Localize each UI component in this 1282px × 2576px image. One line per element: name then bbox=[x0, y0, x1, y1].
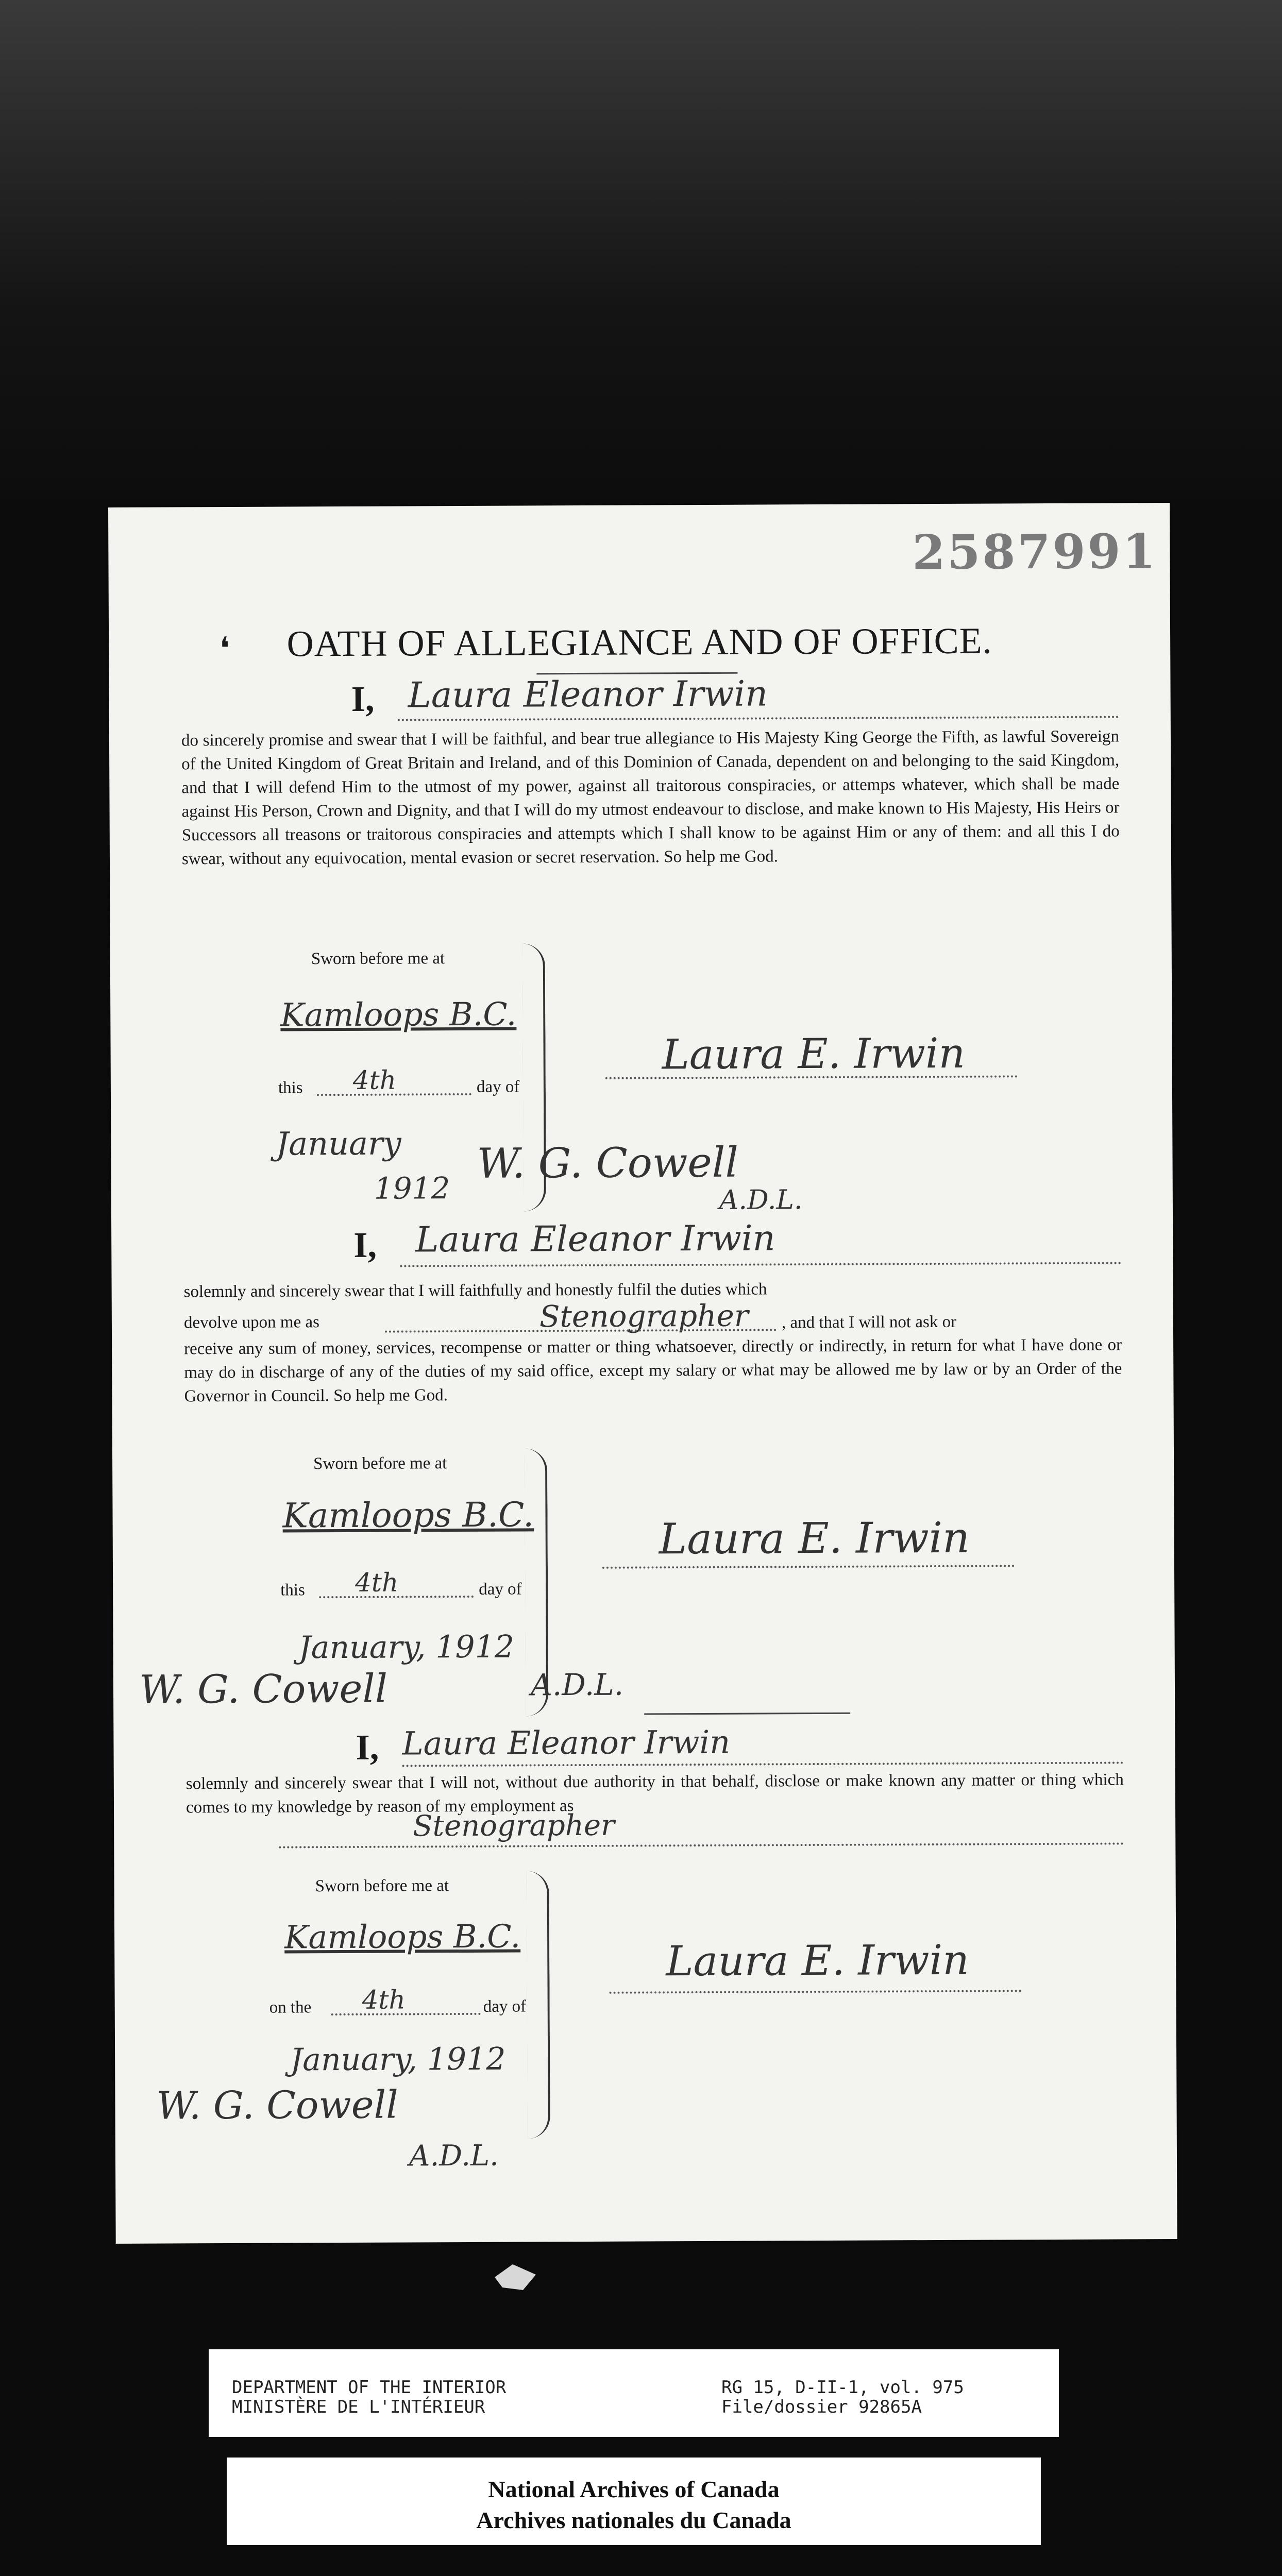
office-signature: Laura E. Irwin bbox=[659, 1513, 970, 1564]
archives-name-en: National Archives of Canada bbox=[488, 2476, 780, 2502]
department-fr: MINISTÈRE DE L'INTÉRIEUR bbox=[232, 2397, 485, 2417]
oath-document bbox=[108, 503, 1177, 2244]
office-name-line bbox=[400, 1260, 1121, 1267]
office-signature-line bbox=[602, 1565, 1015, 1568]
office-dayof-label: day of bbox=[479, 1580, 522, 1599]
document-title: OATH OF ALLEGIANCE AND OF OFFICE. bbox=[286, 620, 992, 665]
secrecy-sworn-label: Sworn before me at bbox=[315, 1876, 449, 1896]
secrecy-witness-title: A.D.L. bbox=[409, 2139, 499, 2173]
secrecy-text: solemnly and sincerely swear that I will not, without due authority in that behalf, disclose or make known any matter or thing which comes to my knowledge by reason of my employment as bbox=[185, 1770, 1124, 1817]
allegiance-day: 4th bbox=[352, 1065, 397, 1095]
allegiance-name: Laura Eleanor Irwin bbox=[408, 673, 768, 716]
reference-line-1: RG 15, D-II-1, vol. 975 bbox=[721, 2377, 964, 2398]
allegiance-month: January bbox=[276, 1124, 401, 1163]
office-text-2a: , and that I will not ask or bbox=[781, 1312, 957, 1332]
allegiance-pronoun: I, bbox=[351, 679, 375, 719]
allegiance-this-label: this bbox=[278, 1078, 303, 1097]
secrecy-signature: Laura E. Irwin bbox=[666, 1936, 969, 1986]
secrecy-dayof-label: day of bbox=[483, 1997, 527, 2016]
secrecy-day: 4th bbox=[362, 1985, 406, 2015]
department-en: DEPARTMENT OF THE INTERIOR bbox=[232, 2377, 507, 2398]
office-witness: W. G. Cowell bbox=[139, 1665, 388, 1713]
allegiance-dayof-label: day of bbox=[476, 1077, 520, 1096]
office-pronoun: I, bbox=[353, 1225, 377, 1265]
section-rule bbox=[644, 1713, 850, 1715]
allegiance-day-line bbox=[317, 1093, 471, 1096]
office-witness-title: A.D.L. bbox=[530, 1667, 624, 1703]
allegiance-year: 1912 bbox=[374, 1171, 450, 1206]
secrecy-onthe-label: on the bbox=[269, 1998, 312, 2017]
office-position: Stenographer bbox=[539, 1298, 749, 1334]
office-text-1: solemnly and sincerely swear that I will faithfully and honestly fulfil the duties which bbox=[183, 1280, 767, 1301]
stamp-number: 2587991 bbox=[912, 523, 1158, 581]
archive-reference-label bbox=[209, 2349, 1059, 2437]
allegiance-signature: Laura E. Irwin bbox=[662, 1029, 966, 1079]
secrecy-day-line bbox=[331, 2013, 481, 2015]
secrecy-witness: W. G. Cowell bbox=[156, 2082, 399, 2128]
secrecy-brace bbox=[527, 1871, 550, 2139]
scan-background bbox=[0, 0, 1282, 515]
tape-fragment bbox=[492, 2262, 538, 2293]
reference-line-2: File/dossier 92865A bbox=[721, 2397, 922, 2417]
secrecy-pronoun: I, bbox=[356, 1727, 379, 1768]
office-date: January, 1912 bbox=[298, 1629, 515, 1666]
office-place: Kamloops B.C. bbox=[282, 1495, 534, 1536]
office-devolve-label: devolve upon me as bbox=[183, 1313, 320, 1332]
national-archives-label bbox=[227, 2458, 1041, 2545]
office-day-line bbox=[319, 1596, 474, 1598]
office-this-label: this bbox=[280, 1581, 305, 1600]
office-sworn-label: Sworn before me at bbox=[313, 1454, 447, 1473]
allegiance-witness-title: A.D.L. bbox=[719, 1184, 803, 1216]
punch-mark: ❛ bbox=[220, 631, 230, 666]
office-text-2: receive any sum of money, services, recompense or matter or thing whatsoever, directly or indirectly, in return for what I have done or may do in discharge of any of the duties of my said office, except my salary or what may be allowed me by law or by an Order of the Governor in Council. So help me God. bbox=[184, 1335, 1122, 1406]
archives-name-fr: Archives nationales du Canada bbox=[476, 2507, 791, 2533]
office-day: 4th bbox=[355, 1567, 399, 1598]
allegiance-place: Kamloops B.C. bbox=[280, 995, 517, 1034]
allegiance-text: do sincerely promise and swear that I will be faithful, and bear true allegiance to His Majesty King George the Fifth, as lawful Sovereign of the United Kingdom of Great Britain and Ireland, and of this Dominion of Canada, dependent on and belonging to the said Kingdom, and that I will defend Him to the utmost of my power, against all traitorous conspiracies, or attemps whatever, which shall be made against His Person, Crown and Dignity, and that I will do my utmost endeavour to disclose, and make known to His Majesty, His Heirs or Successors all treasons or traitorous conspiracies and attempts which I shall know to be against Him or any of them: and all this I do swear, without any equivocation, mental evasion or secret reservation. So help me God. bbox=[181, 727, 1120, 869]
secrecy-position-line bbox=[279, 1842, 1124, 1848]
office-name: Laura Eleanor Irwin bbox=[415, 1218, 775, 1261]
allegiance-witness: W. G. Cowell bbox=[477, 1138, 739, 1188]
secrecy-date: January, 1912 bbox=[290, 2041, 506, 2078]
allegiance-sworn-label: Sworn before me at bbox=[311, 949, 445, 969]
secrecy-place: Kamloops B.C. bbox=[284, 1917, 521, 1956]
secrecy-position: Stenographer bbox=[413, 1808, 615, 1843]
secrecy-name: Laura Eleanor Irwin bbox=[402, 1723, 731, 1762]
secrecy-signature-line bbox=[610, 1990, 1022, 1993]
